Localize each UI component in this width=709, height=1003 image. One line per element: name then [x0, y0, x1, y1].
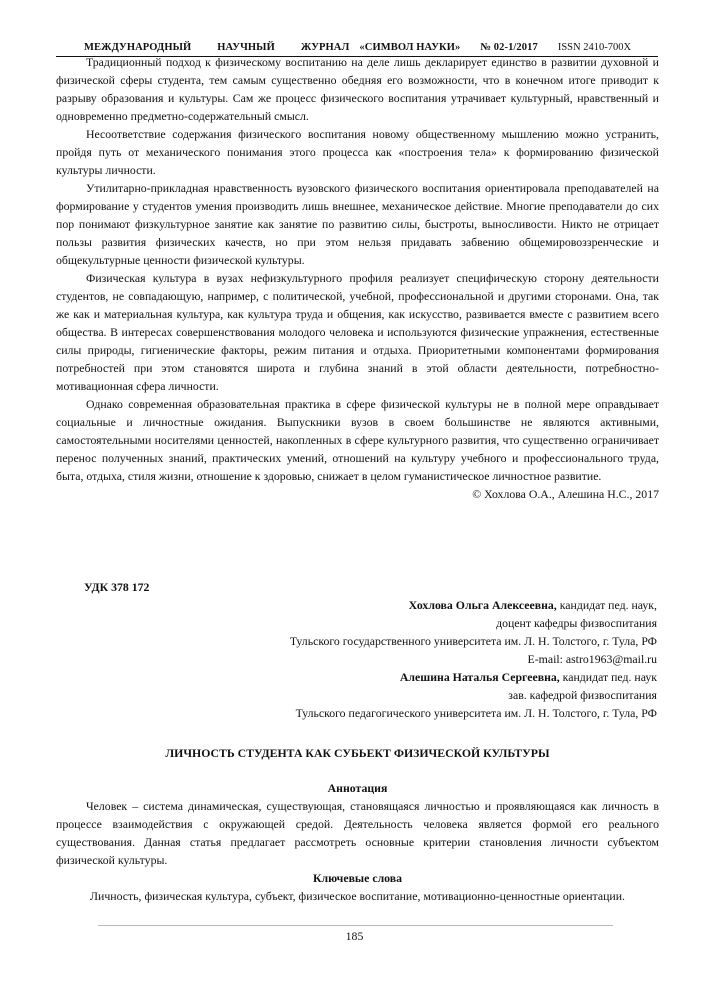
header-journal-name: «СИМВОЛ НАУКИ»: [359, 42, 461, 53]
author-2-name: Алешина Наталья Сергеевна,: [399, 670, 560, 684]
article-title: ЛИЧНОСТЬ СТУДЕНТА КАК СУБЬЕКТ ФИЗИЧЕСКОЙ КУЛЬТУРЫ: [165, 746, 550, 760]
body-paragraph-1: Традиционный подход к физическому воспитанию на деле лишь декларирует единство в развитии духовной и физической сферы студента, тем самым существенно обедняя его возможности, что в конечном итоге приводит к разрыву образования и культуры. Сам же процесс физического воспитания утрачивает культурный, нравственный и одновременно предметно-содержательный смысл.: [56, 55, 659, 123]
keywords-text: Личность, физическая культура, субъект, физическое воспитание, мотивационно-ценностные ориентации.: [90, 889, 625, 903]
body-paragraph-4: Физическая культура в вузах нефизкультурного профиля реализует специфическую сторону деятельности студентов, не совпадающую, например, с политической, учебной, профессиональной и другими сторонами. Она, так же как и материальная культура, как культура труда и общения, как искусство, развивается вместе с развитием всего общества. В интересах совершенствования молодого человека и используются физические упражнения, естественные силы природы, гигиенические факторы, режим питания и отдыха. Приоритетными компонентами формирования потребностей при этом становятся широта и глубина знаний в этой области деятельности, потребностно-мотивационная сфера личности.: [56, 271, 659, 393]
author-1-email: E-mail: astro1963@mail.ru: [527, 652, 657, 666]
body-paragraph-2: Несоответствие содержания физического воспитания новому общественному мышлению можно устранить, пройдя путь от механического понимания этого процесса как «построения тела» к формированию физической культуры личности.: [56, 127, 659, 177]
page-number: 185: [345, 929, 364, 943]
header-word-journal: ЖУРНАЛ: [300, 42, 350, 53]
abstract-text: Человек – система динамическая, существующая, становящаяся личностью и проявляющаяся как личность в процессе взаимодействия с окружающей средой. Деятельность человека является формой его реального существования. Данная статья предлагает рассмотреть основные критерии становления личности субъектом физической культуры.: [56, 799, 659, 867]
section-spacer: [56, 503, 659, 578]
body-paragraph-5: Однако современная образовательная практика в сфере физической культуры не в полной мере оправдывает социальные и личностные ожидания. Выпускники вузов в своем большинстве не являются активными, самостоятельными носителями ценностей, накопленных в сфере культурного развития, что существенно ограничивает перенос полученных знаний, практических умений, отношений на культуру учебного и профессионального труда, быта, отдыха, стиля жизни, отношение к здоровью, снижает в целом гуманистическое личностное развитие.: [56, 397, 659, 483]
header-word-international: МЕЖДУНАРОДНЫЙ: [84, 42, 192, 53]
author-2-organization: Тульского педагогического университета им. Л. Н. Толстого, г. Тула, РФ: [295, 706, 657, 720]
author-1-name: Хохлова Ольга Алексеевна,: [408, 598, 557, 612]
header-word-scientific: НАУЧНЫЙ: [217, 42, 275, 53]
author-1-line: [56, 596, 659, 614]
author-2-position: зав. кафедрой физвоспитания: [508, 688, 657, 702]
copyright-line: © Хохлова О.А., Алешина Н.С., 2017: [472, 487, 659, 501]
author-2-line: [56, 668, 659, 686]
author-1-position: доцент кафедры физвоспитания: [496, 616, 657, 630]
author-2-degree: кандидат пед. наук: [559, 670, 657, 684]
abstract-heading: Аннотация: [327, 781, 388, 795]
page-content: [56, 53, 659, 905]
keywords-heading: Ключевые слова: [312, 871, 403, 885]
author-1-degree: кандидат пед. наук,: [556, 598, 657, 612]
author-1-organization: Тульского государственного университета им. Л. Н. Толстого, г. Тула, РФ: [289, 634, 657, 648]
header-issn: ISSN 2410-700Х: [557, 42, 632, 53]
body-paragraph-3: Утилитарно-прикладная нравственность вузовского физического воспитания ориентировала преподавателей на формирование у студентов умения производить лишь внешнее, механическое действие. Многие преподаватели до сих пор понимают физкультурное занятие как занятие по развитию силы, быстроты, выносливости. Никто не отрицает пользы развития физических качеств, но при этом нельзя придавать забвению общемировоззренческие и общекультурные ценности физической культуры.: [56, 181, 659, 267]
footer-rule: [98, 925, 613, 926]
udk-code: УДК 378 172: [84, 580, 150, 594]
header-issue: № 02-1/2017: [480, 42, 538, 53]
